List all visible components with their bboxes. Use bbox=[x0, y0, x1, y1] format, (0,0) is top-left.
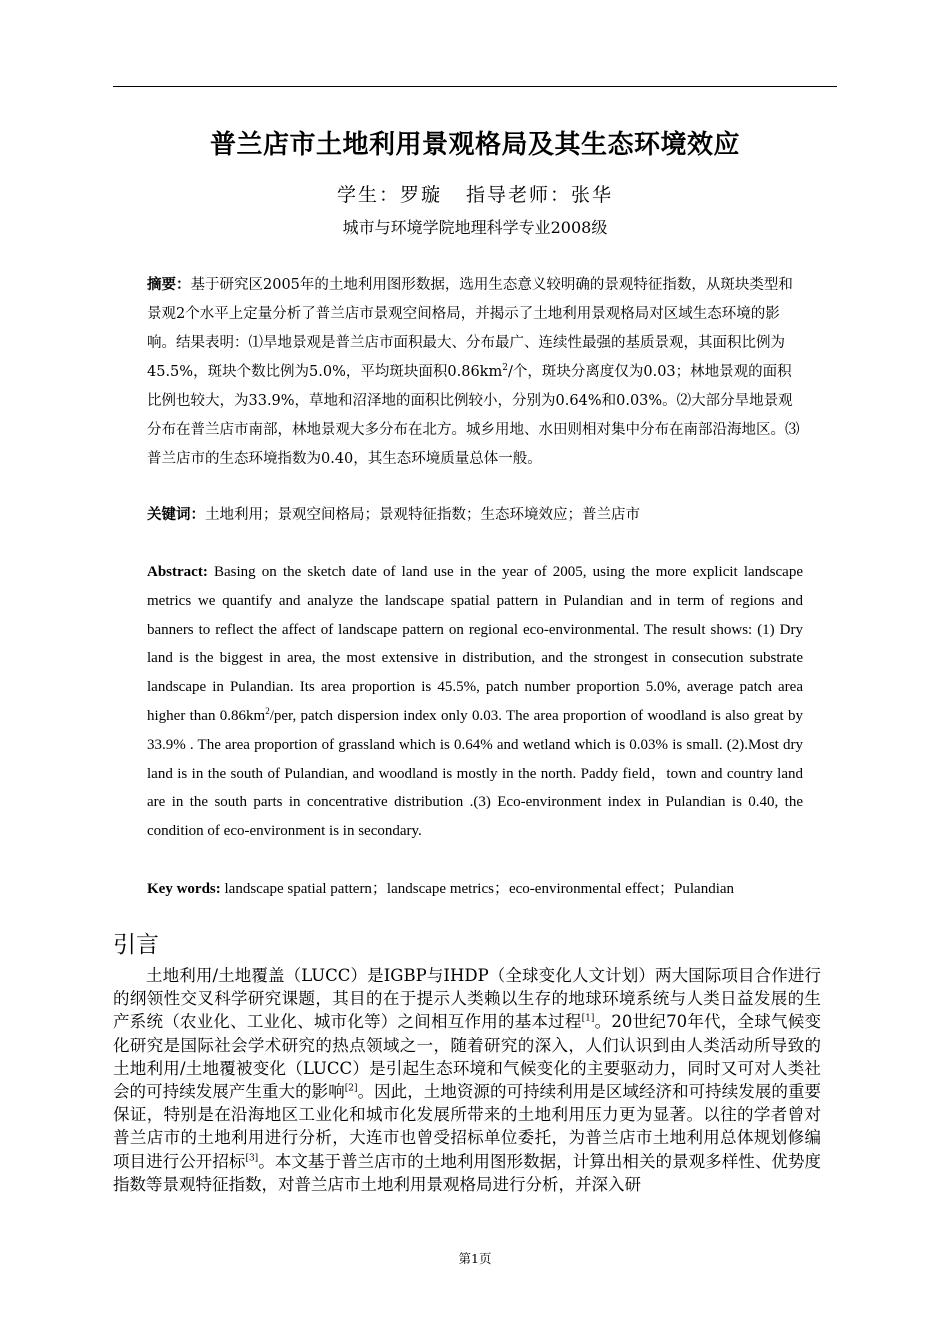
intro-part-4: 。本文基于普兰店市的土地利用图形数据，计算出相关的景观多样性、优势度指数等景观特征指数，对普兰店市土地利用景观格局进行分析，并深入研 bbox=[113, 1151, 822, 1194]
intro-part-1: 土地利用/土地覆盖（LUCC）是IGBP与IHDP（全球变化人文计划）两大国际项目合作进行的纲领性交叉科学研究课题，其目的在于提示人类赖以生存的地球环境系统与人类日益发展的生产系统（农业化、工业化、城市化等）之间相互作用的基本过程 bbox=[113, 966, 821, 1032]
en-abstract-text-a: Basing on the sketch date of land use in the year of 2005, using the more explicit landscape metrics we quantify and analyze the landscape spatial pattern in Pulandian and in term of regions and banners to reflect the affect of landscape pattern on regional eco-environmental. The result shows: (1) Dry land is the biggest in area, the most extensive in distribution, and the strongest in consecution substrate landscape in Pulandian. Its area proportion is 45.5%, patch number proportion 5.0%, average patch area higher than 0.86km bbox=[147, 564, 803, 724]
en-abstract-sup: 2 bbox=[265, 705, 270, 716]
section-heading: 引言 bbox=[113, 932, 159, 958]
intro-part-2: 。20世纪70年代，全球气候变化研究是国际社会学术研究的热点领域之一，随着研究的深入，人们认识到由人类活动所导致的土地利用/土地覆被变化（LUCC）是引起生态环境和气候变化的主要驱动力，同时又可对人类社会的可持续发展产生重大的影响 bbox=[113, 1012, 822, 1102]
byline bbox=[0, 180, 950, 207]
cn-keywords-text: 土地利用；景观空间格局；景观特征指数；生态环境效应；普兰店市 bbox=[205, 507, 640, 523]
en-keywords-label: Key words: bbox=[147, 881, 221, 897]
advisor-name: 张华 bbox=[571, 184, 614, 206]
ref-3[interactable]: [3] bbox=[245, 1153, 259, 1164]
cn-abstract-text-b: /个，斑块分离度仅为0.03；林地景观的面积比例也较大，为33.9%，草地和沼泽地的面积比例较小，分别为0.64%和0.03%。⑵大部分旱地景观分布在普兰店市南部，林地景观大多分布在北方。城乡用地、水田则相对集中分布在南部沿海地区。⑶普兰店市的生态环境指数为0.40，其生态环境质量总体一般。 bbox=[147, 364, 800, 467]
en-abstract-label: Abstract: bbox=[147, 564, 208, 580]
ref-2[interactable]: [2] bbox=[344, 1083, 358, 1094]
cn-abstract bbox=[147, 270, 803, 474]
en-keywords bbox=[147, 875, 803, 903]
cn-abstract-text-a: 基于研究区2005年的土地利用图形数据，选用生态意义较明确的景观特征指数，从斑块类型和景观2个水平上定量分析了普兰店市景观空间格局，并揭示了土地利用景观格局对区域生态环境的影响。结果表明：⑴旱地景观是普兰店市面积最大、分布最广、连续性最强的基质景观，其面积比例为45.5%，斑块个数比例为5.0%，平均斑块面积0.86km bbox=[147, 277, 793, 380]
intro-paragraph bbox=[113, 964, 821, 1196]
cn-abstract-label: 摘要： bbox=[147, 276, 191, 293]
paper-title: 普兰店市土地利用景观格局及其生态环境效应 bbox=[209, 130, 740, 160]
en-abstract-text-b: /per, patch dispersion index only 0.03. The area proportion of woodland is also great by 33.9% . The area proportion of grassland which is 0.64% and wetland which is 0.03% is small. (2).Most dry land is in the south of Pulandian, and woodland is mostly in the north. Paddy field，town and country land are in the south parts in concentrative distribution .(3) Eco-environment index in Pulandian is 0.40, the condition of eco-environment is in secondary. bbox=[147, 707, 803, 840]
page-footer: 第1页 bbox=[458, 1251, 492, 1266]
header-rule bbox=[113, 86, 837, 87]
en-abstract bbox=[147, 558, 803, 846]
cn-keywords-label: 关键词： bbox=[147, 506, 205, 523]
affiliation: 城市与环境学院地理科学专业2008级 bbox=[342, 218, 608, 237]
intro-part-3: 。因此，土地资源的可持续利用是区域经济和可持续发展的重要保证，特别是在沿海地区工业化和城市化发展所带来的土地利用压力更为显著。以往的学者曾对普兰店市的土地利用进行分析，大连市也曾受招标单位委托，为普兰店市土地利用总体规划修编项目进行公开招标 bbox=[113, 1082, 822, 1171]
ref-1[interactable]: [1] bbox=[581, 1013, 595, 1024]
en-keywords-text: landscape spatial pattern；landscape metrics；eco-environmental effect；Pulandian bbox=[220, 881, 735, 897]
cn-abstract-sup: 2 bbox=[502, 363, 508, 374]
cn-keywords bbox=[147, 500, 803, 530]
student-name: 罗璇 bbox=[399, 184, 442, 206]
advisor-label: 指导老师： bbox=[466, 184, 572, 206]
student-label: 学生： bbox=[336, 184, 400, 206]
